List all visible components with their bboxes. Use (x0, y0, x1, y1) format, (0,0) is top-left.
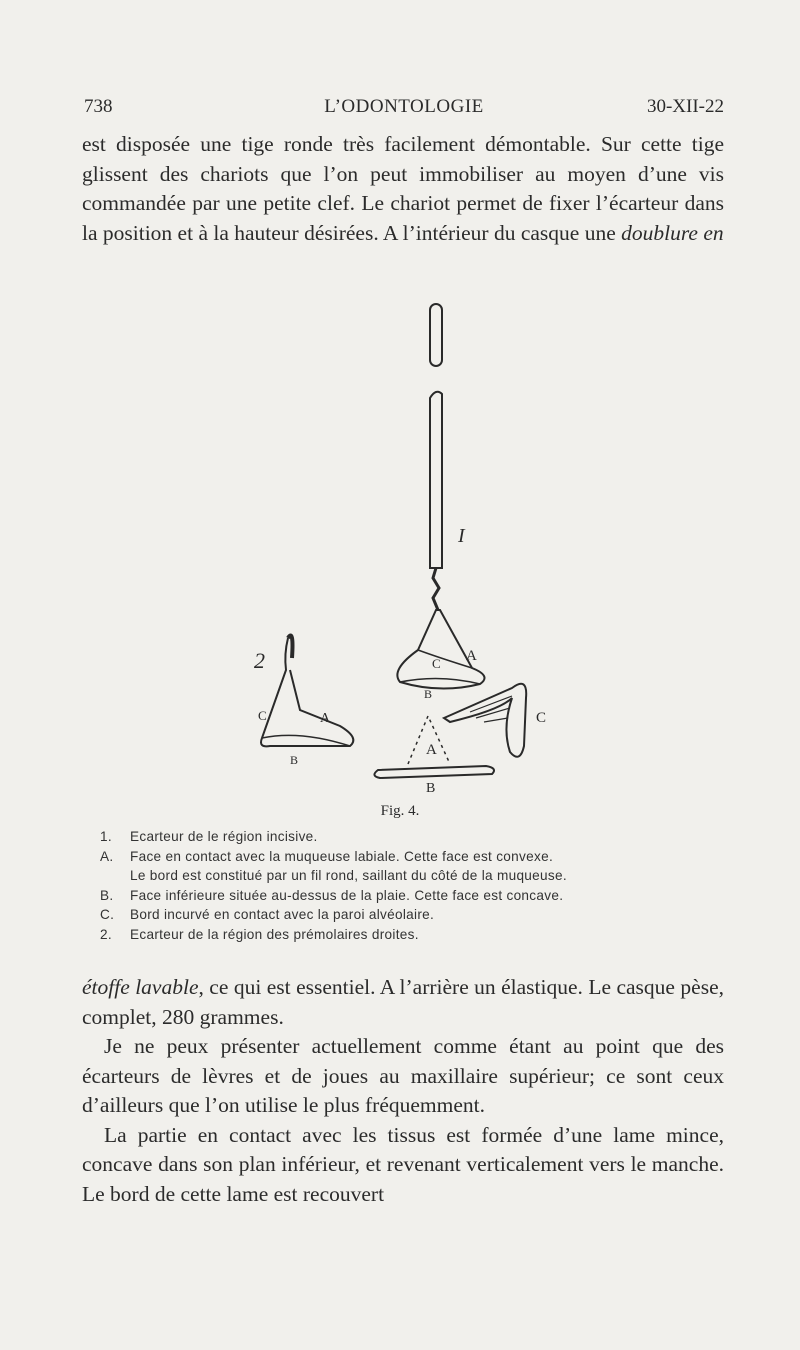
issue-date: 30-XII-22 (646, 96, 724, 117)
rod-stem (433, 568, 439, 610)
legend-item: B. Face inférieure située au-dessus de la plaie. Cette face est concave. (100, 887, 564, 903)
label-a-2: A (320, 711, 331, 726)
label-b-2: B (290, 753, 299, 767)
journal-title: L’ODONTOLOGIE (324, 96, 484, 117)
side-view-blade (444, 684, 526, 757)
body-text (82, 973, 724, 1209)
paragraph-1-italic: étoffe lavable (82, 975, 199, 999)
retractor-2 (261, 638, 353, 746)
label-2: 2 (254, 648, 265, 673)
label-b-3: B (426, 781, 436, 796)
label-b-1: B (424, 687, 433, 701)
legend-item: 1. Ecarteur de le région incisive. (100, 829, 318, 844)
paragraph-1 (82, 973, 724, 1032)
label-a-3: A (426, 742, 437, 758)
paragraph-top (82, 130, 724, 248)
legend-item: Le bord est constitué par un fil rond, saillant du côté de la muqueuse. (130, 868, 567, 883)
rod-handle (430, 392, 442, 568)
legend-item: 2. Ecarteur de la région des prémolaires droites. (100, 926, 419, 942)
figure-caption: Fig. 4. (380, 803, 420, 819)
paragraph-2: Je ne peux présenter actuellement comme étant au point que des écarteurs de lèvres et de joues au maxillaire supérieur; ce sont ceux d’ailleurs que l’on utilise le plus fréquemment. (82, 1034, 724, 1117)
legend-item: A. Face en contact avec la muqueuse labiale. Cette face est convexe. (100, 848, 554, 864)
page-number: 738 (84, 96, 113, 117)
rod-cap (430, 304, 442, 366)
label-c-3: C (536, 710, 547, 726)
label-a-1: A (466, 648, 477, 664)
front-view-blade (374, 766, 494, 778)
running-header (84, 96, 724, 124)
label-c-1: C (432, 656, 441, 671)
figure-legend (100, 827, 720, 944)
label-c-2: C (258, 708, 267, 723)
paragraph-top-italic: doublure en (621, 220, 724, 245)
paragraph-top-text: est disposée une tige ronde très facilement démontable. Sur cette tige glissent des chariots que l’on peut immobiliser au moyen d’une vis commandée par une petite clef. Le chariot permet de fixer l’écarteur dans la position et à la hauteur désirées. A l’intérieur du casque une (82, 132, 724, 245)
legend-item: C. Bord incurvé en contact avec la paroi alvéolaire. (100, 907, 435, 922)
label-1: I (458, 525, 465, 547)
paragraph-1-text: , ce qui est essentiel. A l’arrière un élastique. Le casque pèse, complet, 280 grammes. (82, 975, 724, 1029)
figure-illustration (240, 298, 560, 798)
paragraph-3: La partie en contact avec les tissus est formée d’une lame mince, concave dans son plan inférieur, et revenant verticalement vers le manche. Le bord de cette lame est recouvert (82, 1122, 724, 1206)
